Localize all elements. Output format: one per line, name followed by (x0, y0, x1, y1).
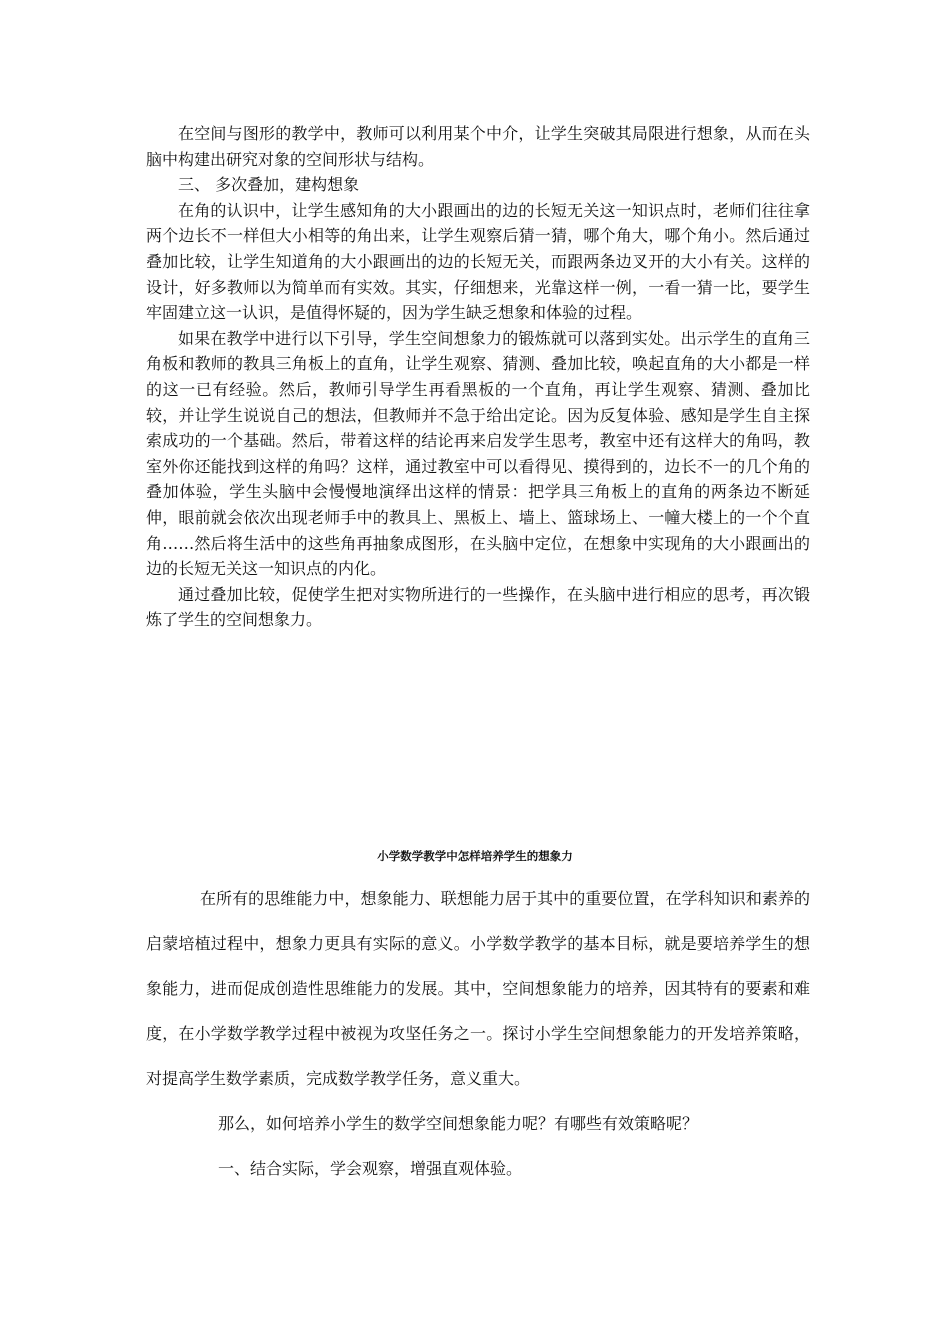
article-title: 小学数学教学中怎样培养学生的想象力 (377, 849, 573, 863)
paragraph-3: 如果在教学中进行以下引导，学生空间想象力的锻炼就可以落到实处。出示学生的直角三角板和教师的教具三角板上的直角，让学生观察、猜测、叠加比较，唤起直角的大小都是一样的这一已有经验。然后，教师引导学生再看黑板的一个直角，再让学生观察、猜测、叠加比较，并让学生说说自己的想法，但教师并不急于给出定论。因为反复体验、感知是学生自主探索成功的一个基础。然后，带着这样的结论再来启发学生思考，教室中还有这样大的角吗，教室外你还能找到这样的角吗？这样，通过教室中可以看得见、摸得到的，边长不一的几个角的叠加体验，学生头脑中会慢慢地演绎出这样的情景：把学具三角板上的直角的两条边不断延伸，眼前就会依次出现老师手中的教具上、黑板上、墙上、篮球场上、一幢大楼上的一个个直角……然后将生活中的这些角再抽象成图形，在头脑中定位，在想象中实现角的大小跟画出的边的长短无关这一知识点的内化。 (146, 328, 810, 579)
strategy-heading-1: 一、结合实际，学会观察，增强直观体验。 (218, 1159, 523, 1178)
paragraph-2: 在角的认识中，让学生感知角的大小跟画出的边的长短无关这一知识点时，老师们往往拿两个边长不一样但大小相等的角出来，让学生观察后猜一猜，哪个角大，哪个角小。然后通过叠加比较，让学生知道角的大小跟画出的边的长短无关，而跟两条边叉开的大小有关。这样的设计，好多教师以为简单而有实效。其实，仔细想来，光靠这样一例，一看一猜一比，要学生牢固建立这一认识，是值得怀疑的，因为学生缺乏想象和体验的过程。 (146, 200, 810, 323)
paragraph-1: 在空间与图形的教学中，教师可以利用某个中介，让学生突破其局限进行想象，从而在头脑中构建出研究对象的空间形状与结构。 (146, 124, 810, 169)
paragraph-4: 通过叠加比较，促使学生把对实物所进行的一些操作，在头脑中进行相应的思考，再次锻炼了学生的空间想象力。 (146, 584, 810, 630)
intro-paragraph: 在所有的思维能力中，想象能力、联想能力居于其中的重要位置，在学科知识和素养的启蒙培植过程中，想象力更具有实际的意义。小学数学教学的基本目标，就是要培养学生的想象能力，进而促成创造性思维能力的发展。其中，空间想象能力的培养，因其特有的要素和难度，在小学数学教学过程中被视为攻坚任务之一。探讨小学生空间想象能力的开发培养策略，对提高学生数学素质，完成数学教学任务，意义重大。 (146, 889, 810, 1088)
section-heading-3: 三、 多次叠加，建构想象 (178, 175, 360, 195)
section-2 (146, 876, 810, 1191)
section-1 (146, 121, 810, 633)
question-paragraph: 那么，如何培养小学生的数学空间想象能力呢？有哪些有效策略呢？ (218, 1114, 699, 1133)
